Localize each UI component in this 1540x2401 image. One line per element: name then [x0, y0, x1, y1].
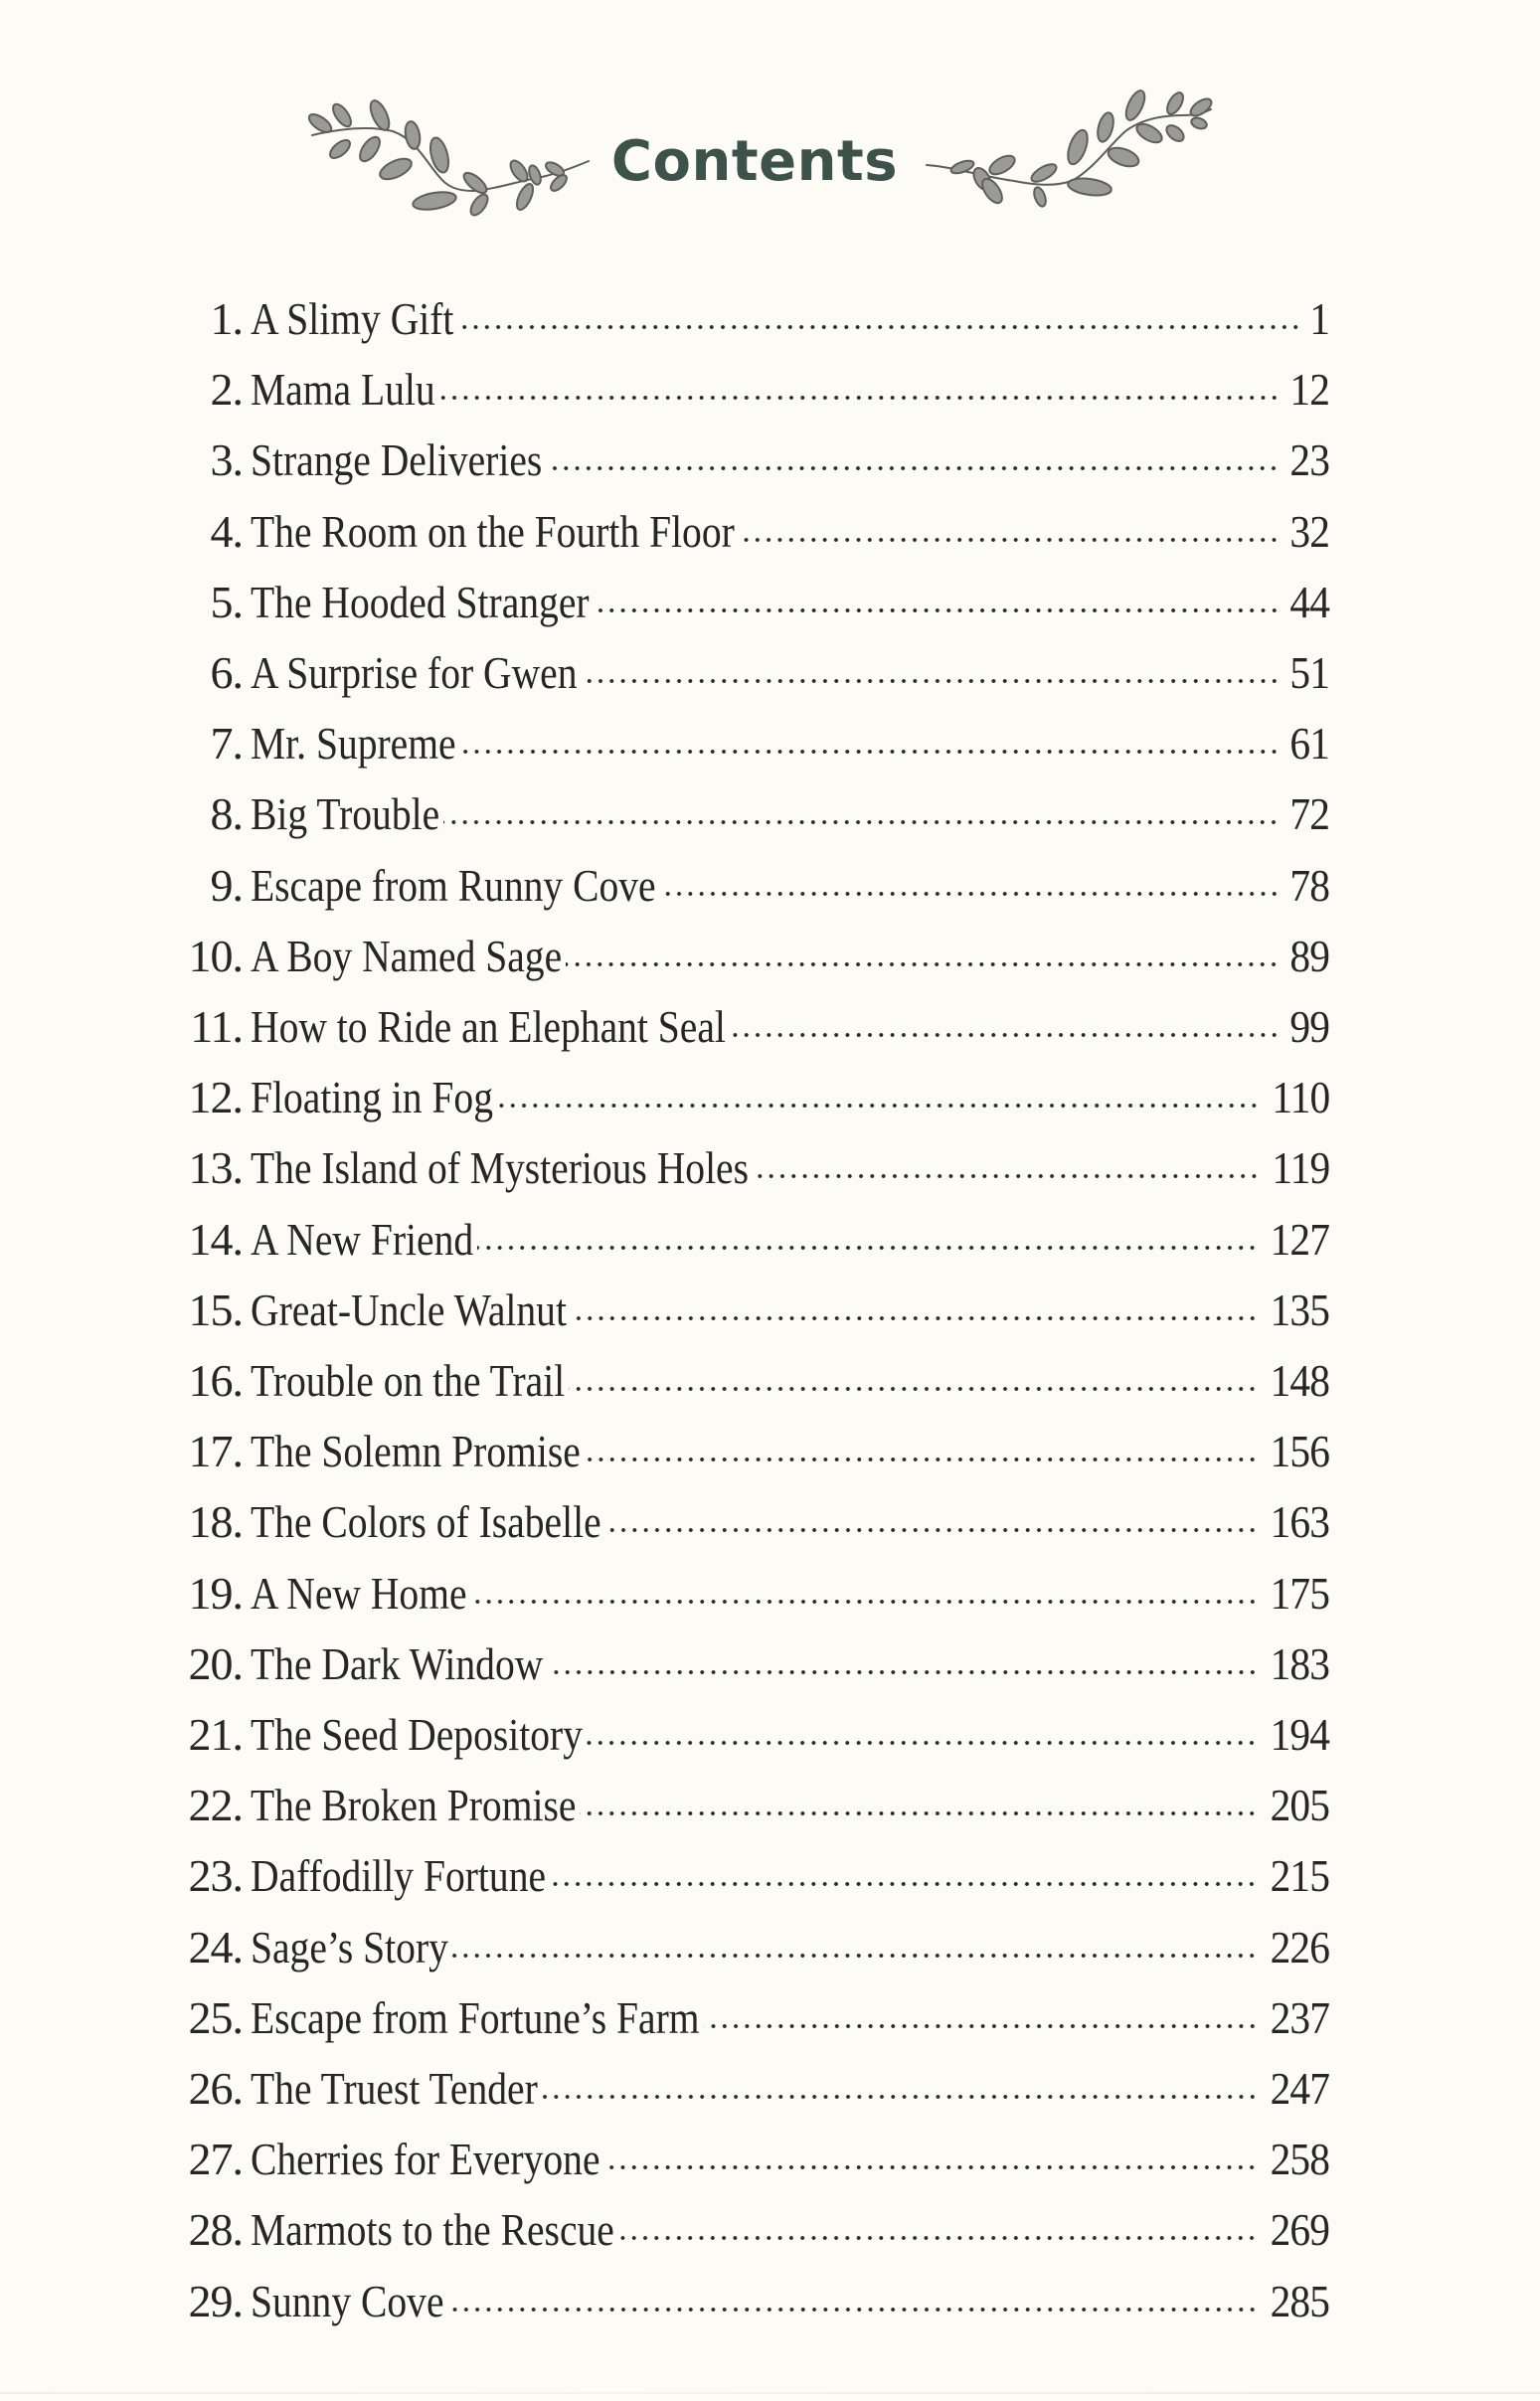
dot-leader — [477, 1243, 1258, 1253]
toc-entry-body — [251, 1840, 1329, 1911]
dot-leader — [497, 1101, 1260, 1111]
chapter-number: 8. — [210, 788, 243, 840]
toc-entry-body — [251, 425, 1329, 495]
page-number: 127 — [1270, 1213, 1329, 1265]
dot-leader — [566, 959, 1280, 969]
chapter-title: The Colors of Isabelle — [251, 1496, 601, 1548]
toc-entry[interactable] — [0, 354, 1540, 425]
chapter-number: 18. — [188, 1496, 243, 1548]
toc-entry-body — [251, 850, 1329, 921]
chapter-number: 13. — [188, 1142, 243, 1194]
chapter-title: The Broken Promise — [251, 1780, 577, 1831]
chapter-title: Daffodilly Fortune — [251, 1850, 547, 1902]
chapter-number: 12. — [188, 1072, 243, 1123]
chapter-number: 17. — [188, 1426, 243, 1477]
page-number: 175 — [1270, 1567, 1329, 1619]
dot-leader — [618, 2233, 1258, 2243]
toc-entry[interactable] — [0, 1629, 1540, 1699]
toc-entry-body — [251, 1699, 1329, 1770]
dot-leader — [471, 1597, 1258, 1607]
toc-entry-body — [251, 778, 1329, 849]
chapter-number: 11. — [190, 1001, 243, 1052]
chapter-title: Marmots to the Rescue — [251, 2204, 614, 2256]
chapter-title: The Solemn Promise — [251, 1426, 581, 1477]
page-number: 119 — [1272, 1142, 1329, 1194]
page-number: 72 — [1289, 788, 1329, 840]
page-number: 12 — [1289, 364, 1329, 416]
toc-entry-body — [251, 2124, 1329, 2194]
dot-leader — [587, 1738, 1258, 1748]
chapter-number: 16. — [188, 1355, 243, 1406]
chapter-number: 25. — [188, 1991, 243, 2043]
chapter-title: Mama Lulu — [251, 364, 435, 416]
chapter-title: Sunny Cove — [251, 2275, 444, 2326]
page-number: 89 — [1289, 930, 1329, 981]
chapter-number: 10. — [188, 930, 243, 981]
toc-entry[interactable] — [0, 1912, 1540, 1982]
chapter-title: Trouble on the Trail — [251, 1355, 566, 1406]
page-number: 135 — [1270, 1284, 1329, 1335]
toc-entry[interactable] — [0, 1840, 1540, 1911]
page-number: 269 — [1270, 2204, 1329, 2256]
dot-leader — [594, 605, 1280, 615]
chapter-title: The Hooded Stranger — [251, 576, 590, 627]
toc-entry[interactable] — [0, 1770, 1540, 1840]
toc-entry[interactable] — [0, 921, 1540, 991]
page-number: 78 — [1289, 859, 1329, 911]
page-number: 258 — [1270, 2134, 1329, 2185]
chapter-number: 9. — [210, 859, 243, 911]
toc-entry-body — [251, 1982, 1329, 2053]
toc-entry[interactable] — [0, 1275, 1540, 1345]
page-number: 205 — [1270, 1780, 1329, 1831]
chapter-title: A Surprise for Gwen — [251, 647, 578, 698]
dot-leader — [704, 2021, 1258, 2031]
contents-header — [0, 0, 1540, 258]
toc-entry[interactable] — [0, 2266, 1540, 2336]
dot-leader — [550, 1879, 1258, 1889]
toc-entry-body — [251, 354, 1329, 425]
chapter-number: 1. — [210, 293, 243, 344]
chapter-number: 4. — [210, 505, 243, 557]
toc-entry-body — [251, 283, 1329, 354]
chapter-number: 7. — [210, 718, 243, 770]
chapter-title: Big Trouble — [251, 788, 440, 840]
page-number: 183 — [1270, 1637, 1329, 1689]
chapter-number: 24. — [188, 1921, 243, 1972]
toc-entry[interactable] — [0, 637, 1540, 708]
chapter-title: A New Friend — [251, 1213, 474, 1265]
dot-leader — [457, 322, 1301, 332]
dot-leader — [739, 535, 1280, 545]
toc-entry-body — [251, 1204, 1329, 1275]
page-number: 148 — [1270, 1355, 1329, 1406]
toc-entry-body — [251, 567, 1329, 637]
toc-entry[interactable] — [0, 2124, 1540, 2194]
chapter-number: 22. — [188, 1780, 243, 1831]
dot-leader — [548, 1667, 1258, 1677]
chapter-number: 21. — [188, 1709, 243, 1760]
toc-entry[interactable] — [0, 991, 1540, 1062]
toc-entry[interactable] — [0, 1558, 1540, 1629]
page-number: 1 — [1309, 293, 1329, 344]
toc-entry[interactable] — [0, 1204, 1540, 1275]
dot-leader — [660, 889, 1280, 899]
page-number: 215 — [1270, 1850, 1329, 1902]
chapter-number: 23. — [188, 1850, 243, 1902]
chapter-title: The Truest Tender — [251, 2063, 538, 2114]
dot-leader — [546, 463, 1280, 473]
toc-entry-body — [251, 921, 1329, 991]
toc-entry-body — [251, 1770, 1329, 1840]
chapter-title: Great-Uncle Walnut — [251, 1284, 567, 1335]
chapter-title: The Dark Window — [251, 1637, 544, 1689]
toc-entry-body — [251, 1416, 1329, 1486]
chapter-number: 20. — [188, 1637, 243, 1689]
toc-entry[interactable] — [0, 1486, 1540, 1557]
page-number: 110 — [1272, 1072, 1329, 1123]
dot-leader — [580, 1808, 1258, 1818]
contents-title: Contents — [610, 129, 899, 194]
toc-entry-body — [251, 1132, 1329, 1203]
chapter-title: How to Ride an Elephant Seal — [251, 1001, 726, 1052]
page-number: 61 — [1289, 718, 1329, 770]
toc-entry[interactable] — [0, 1416, 1540, 1486]
page-number: 44 — [1289, 576, 1329, 627]
toc-entry-body — [251, 1062, 1329, 1132]
chapter-title: Escape from Fortune’s Farm — [251, 1991, 700, 2043]
chapter-title: A Boy Named Sage — [251, 930, 563, 981]
chapter-number: 29. — [188, 2275, 243, 2326]
page-number: 99 — [1289, 1001, 1329, 1052]
page-number: 285 — [1270, 2275, 1329, 2326]
toc-entry[interactable] — [0, 496, 1540, 567]
chapter-number: 26. — [188, 2063, 243, 2114]
chapter-number: 3. — [210, 434, 243, 486]
chapter-title: The Island of Mysterious Holes — [251, 1142, 750, 1194]
chapter-number: 14. — [188, 1213, 243, 1265]
page-number: 163 — [1270, 1496, 1329, 1548]
page-number: 51 — [1289, 647, 1329, 698]
dot-leader — [753, 1171, 1260, 1181]
chapter-title: The Room on the Fourth Floor — [251, 505, 735, 557]
page-number: 32 — [1289, 505, 1329, 557]
chapter-number: 19. — [188, 1567, 243, 1619]
toc-entry-body — [251, 2194, 1329, 2265]
chapter-number: 6. — [210, 647, 243, 698]
toc-entry-body — [251, 637, 1329, 708]
toc-entry[interactable] — [0, 708, 1540, 778]
toc-entry-body — [251, 1275, 1329, 1345]
chapter-number: 27. — [188, 2134, 243, 2185]
toc-entry-body — [251, 2266, 1329, 2336]
toc-entry-body — [251, 1558, 1329, 1629]
chapter-number: 15. — [188, 1284, 243, 1335]
dot-leader — [448, 2305, 1258, 2315]
chapter-title: The Seed Depository — [251, 1709, 583, 1760]
toc-entry[interactable] — [0, 850, 1540, 921]
leafy-vine-right-icon — [915, 70, 1233, 229]
page-number: 226 — [1270, 1921, 1329, 1972]
chapter-title: Sage’s Story — [251, 1921, 448, 1972]
dot-leader — [542, 2092, 1258, 2102]
chapter-title: Strange Deliveries — [251, 434, 543, 486]
toc-entry[interactable] — [0, 283, 1540, 354]
chapter-title: Escape from Runny Cove — [251, 859, 656, 911]
page-number: 194 — [1270, 1709, 1329, 1760]
toc-entry[interactable] — [0, 1132, 1540, 1203]
chapter-number: 2. — [210, 364, 243, 416]
page-number: 237 — [1270, 1991, 1329, 2043]
dot-leader — [452, 1951, 1258, 1961]
toc-entry[interactable] — [0, 1982, 1540, 2053]
toc-entry[interactable] — [0, 1345, 1540, 1416]
toc-entry-body — [251, 1486, 1329, 1557]
chapter-number: 5. — [210, 576, 243, 627]
leafy-vine-left-icon — [298, 80, 597, 229]
chapter-number: 28. — [188, 2204, 243, 2256]
page-number: 247 — [1270, 2063, 1329, 2114]
dot-leader — [582, 676, 1280, 686]
dot-leader — [585, 1455, 1258, 1464]
page-number: 156 — [1270, 1426, 1329, 1477]
page-fold-edge — [0, 2392, 1540, 2394]
toc-entry[interactable] — [0, 567, 1540, 637]
toc-entry-body — [251, 1629, 1329, 1699]
toc-entry-body — [251, 1912, 1329, 1982]
dot-leader — [569, 1384, 1258, 1394]
dot-leader — [603, 2162, 1258, 2172]
dot-leader — [571, 1313, 1258, 1323]
dot-leader — [443, 817, 1280, 827]
toc-entry[interactable] — [0, 2053, 1540, 2124]
dot-leader — [730, 1030, 1280, 1040]
dot-leader — [439, 393, 1280, 403]
toc-entry-body — [251, 991, 1329, 1062]
toc-entry[interactable] — [0, 2194, 1540, 2265]
toc-entry-body — [251, 496, 1329, 567]
chapter-title: A New Home — [251, 1567, 467, 1619]
chapter-title: Cherries for Everyone — [251, 2134, 600, 2185]
chapter-title: Mr. Supreme — [251, 718, 456, 770]
dot-leader — [460, 747, 1280, 757]
dot-leader — [605, 1525, 1258, 1535]
chapter-title: A Slimy Gift — [251, 293, 454, 344]
toc-entry[interactable] — [0, 1699, 1540, 1770]
toc-entry-body — [251, 2053, 1329, 2124]
chapter-title: Floating in Fog — [251, 1072, 493, 1123]
toc-entry-body — [251, 708, 1329, 778]
toc-entry-body — [251, 1345, 1329, 1416]
toc-entry[interactable] — [0, 425, 1540, 495]
page-number: 23 — [1289, 434, 1329, 486]
toc-entry[interactable] — [0, 778, 1540, 849]
toc-entry[interactable] — [0, 1062, 1540, 1132]
